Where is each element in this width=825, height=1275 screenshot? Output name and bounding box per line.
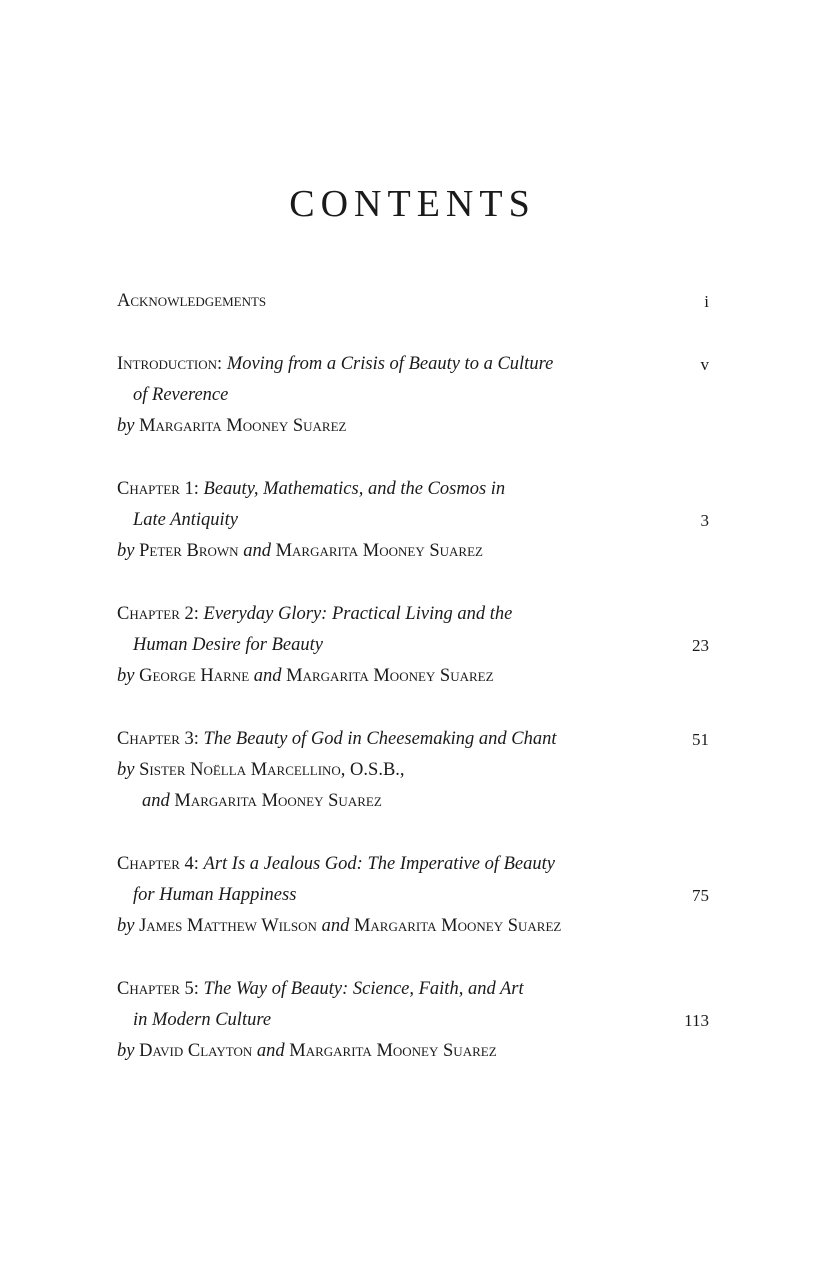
author-name: George Harne: [139, 666, 250, 686]
by-label: by: [117, 416, 135, 436]
toc-entry-chapter-1[interactable]: [117, 474, 709, 567]
entry-label: Chapter 1:: [117, 479, 199, 499]
page-number: 113: [684, 1011, 709, 1030]
by-label: by: [117, 1041, 135, 1061]
entry-title-line: Late Antiquity: [133, 510, 239, 530]
entry-label: Chapter 4:: [117, 854, 199, 874]
toc-entry-introduction[interactable]: [117, 349, 709, 442]
and-label: and: [142, 791, 170, 811]
page-number: v: [700, 355, 709, 374]
entry-label: Chapter 2:: [117, 604, 199, 624]
author-name: Peter Brown: [139, 541, 239, 561]
entry-label: Chapter 3:: [117, 729, 199, 749]
entry-label: Chapter 5:: [117, 979, 199, 999]
and-label: and: [243, 541, 271, 561]
by-label: by: [117, 916, 135, 936]
entry-title-line: Everyday Glory: Practical Living and the: [203, 604, 513, 624]
by-label: by: [117, 541, 135, 561]
entry-label: Introduction:: [117, 354, 223, 374]
entry-title-line: in Modern Culture: [133, 1010, 272, 1030]
entry-label: Acknowledgements: [117, 291, 267, 311]
author-name: Margarita Mooney Suarez: [275, 541, 483, 561]
toc-entry-chapter-3[interactable]: [117, 724, 709, 817]
author-name: Margarita Mooney Suarez: [139, 416, 347, 436]
entry-title-line: Beauty, Mathematics, and the Cosmos in: [203, 479, 506, 499]
page-number: 3: [700, 511, 709, 530]
toc-entry-acknowledgements[interactable]: [117, 286, 709, 317]
toc-entry-chapter-5[interactable]: [117, 974, 709, 1067]
and-label: and: [256, 1041, 285, 1061]
entry-title-line: Moving from a Crisis of Beauty to a Culture: [226, 354, 554, 374]
author-name: David Clayton: [139, 1041, 253, 1061]
and-label: and: [253, 666, 282, 686]
page-number: 23: [692, 636, 709, 655]
by-label: by: [117, 666, 135, 686]
and-label: and: [321, 916, 350, 936]
page-number: 75: [692, 886, 709, 905]
author-name: Margarita Mooney Suarez: [286, 666, 494, 686]
entry-title-line: for Human Happiness: [133, 885, 297, 905]
by-label: by: [117, 760, 135, 780]
entry-title-line: The Beauty of God in Cheesemaking and Chant: [203, 729, 557, 749]
table-of-contents: [117, 286, 709, 1099]
toc-entry-chapter-4[interactable]: [117, 849, 709, 942]
page-title: CONTENTS: [289, 183, 536, 225]
author-name: James Matthew Wilson: [139, 916, 317, 936]
page-number: 51: [692, 730, 709, 749]
author-name: Margarita Mooney Suarez: [353, 916, 562, 936]
entry-title-line: The Way of Beauty: Science, Faith, and Art: [203, 979, 524, 999]
toc-entry-chapter-2[interactable]: [117, 599, 709, 692]
entry-title-line: of Reverence: [133, 385, 229, 405]
author-name: Margarita Mooney Suarez: [174, 791, 382, 811]
entry-title-line: Human Desire for Beauty: [133, 635, 323, 655]
page-number: i: [704, 292, 709, 311]
entry-title-line: Art Is a Jealous God: The Imperative of Beauty: [203, 854, 555, 874]
author-name: Margarita Mooney Suarez: [289, 1041, 497, 1061]
author-name: Sister Noëlla Marcellino, O.S.B.,: [139, 760, 405, 780]
